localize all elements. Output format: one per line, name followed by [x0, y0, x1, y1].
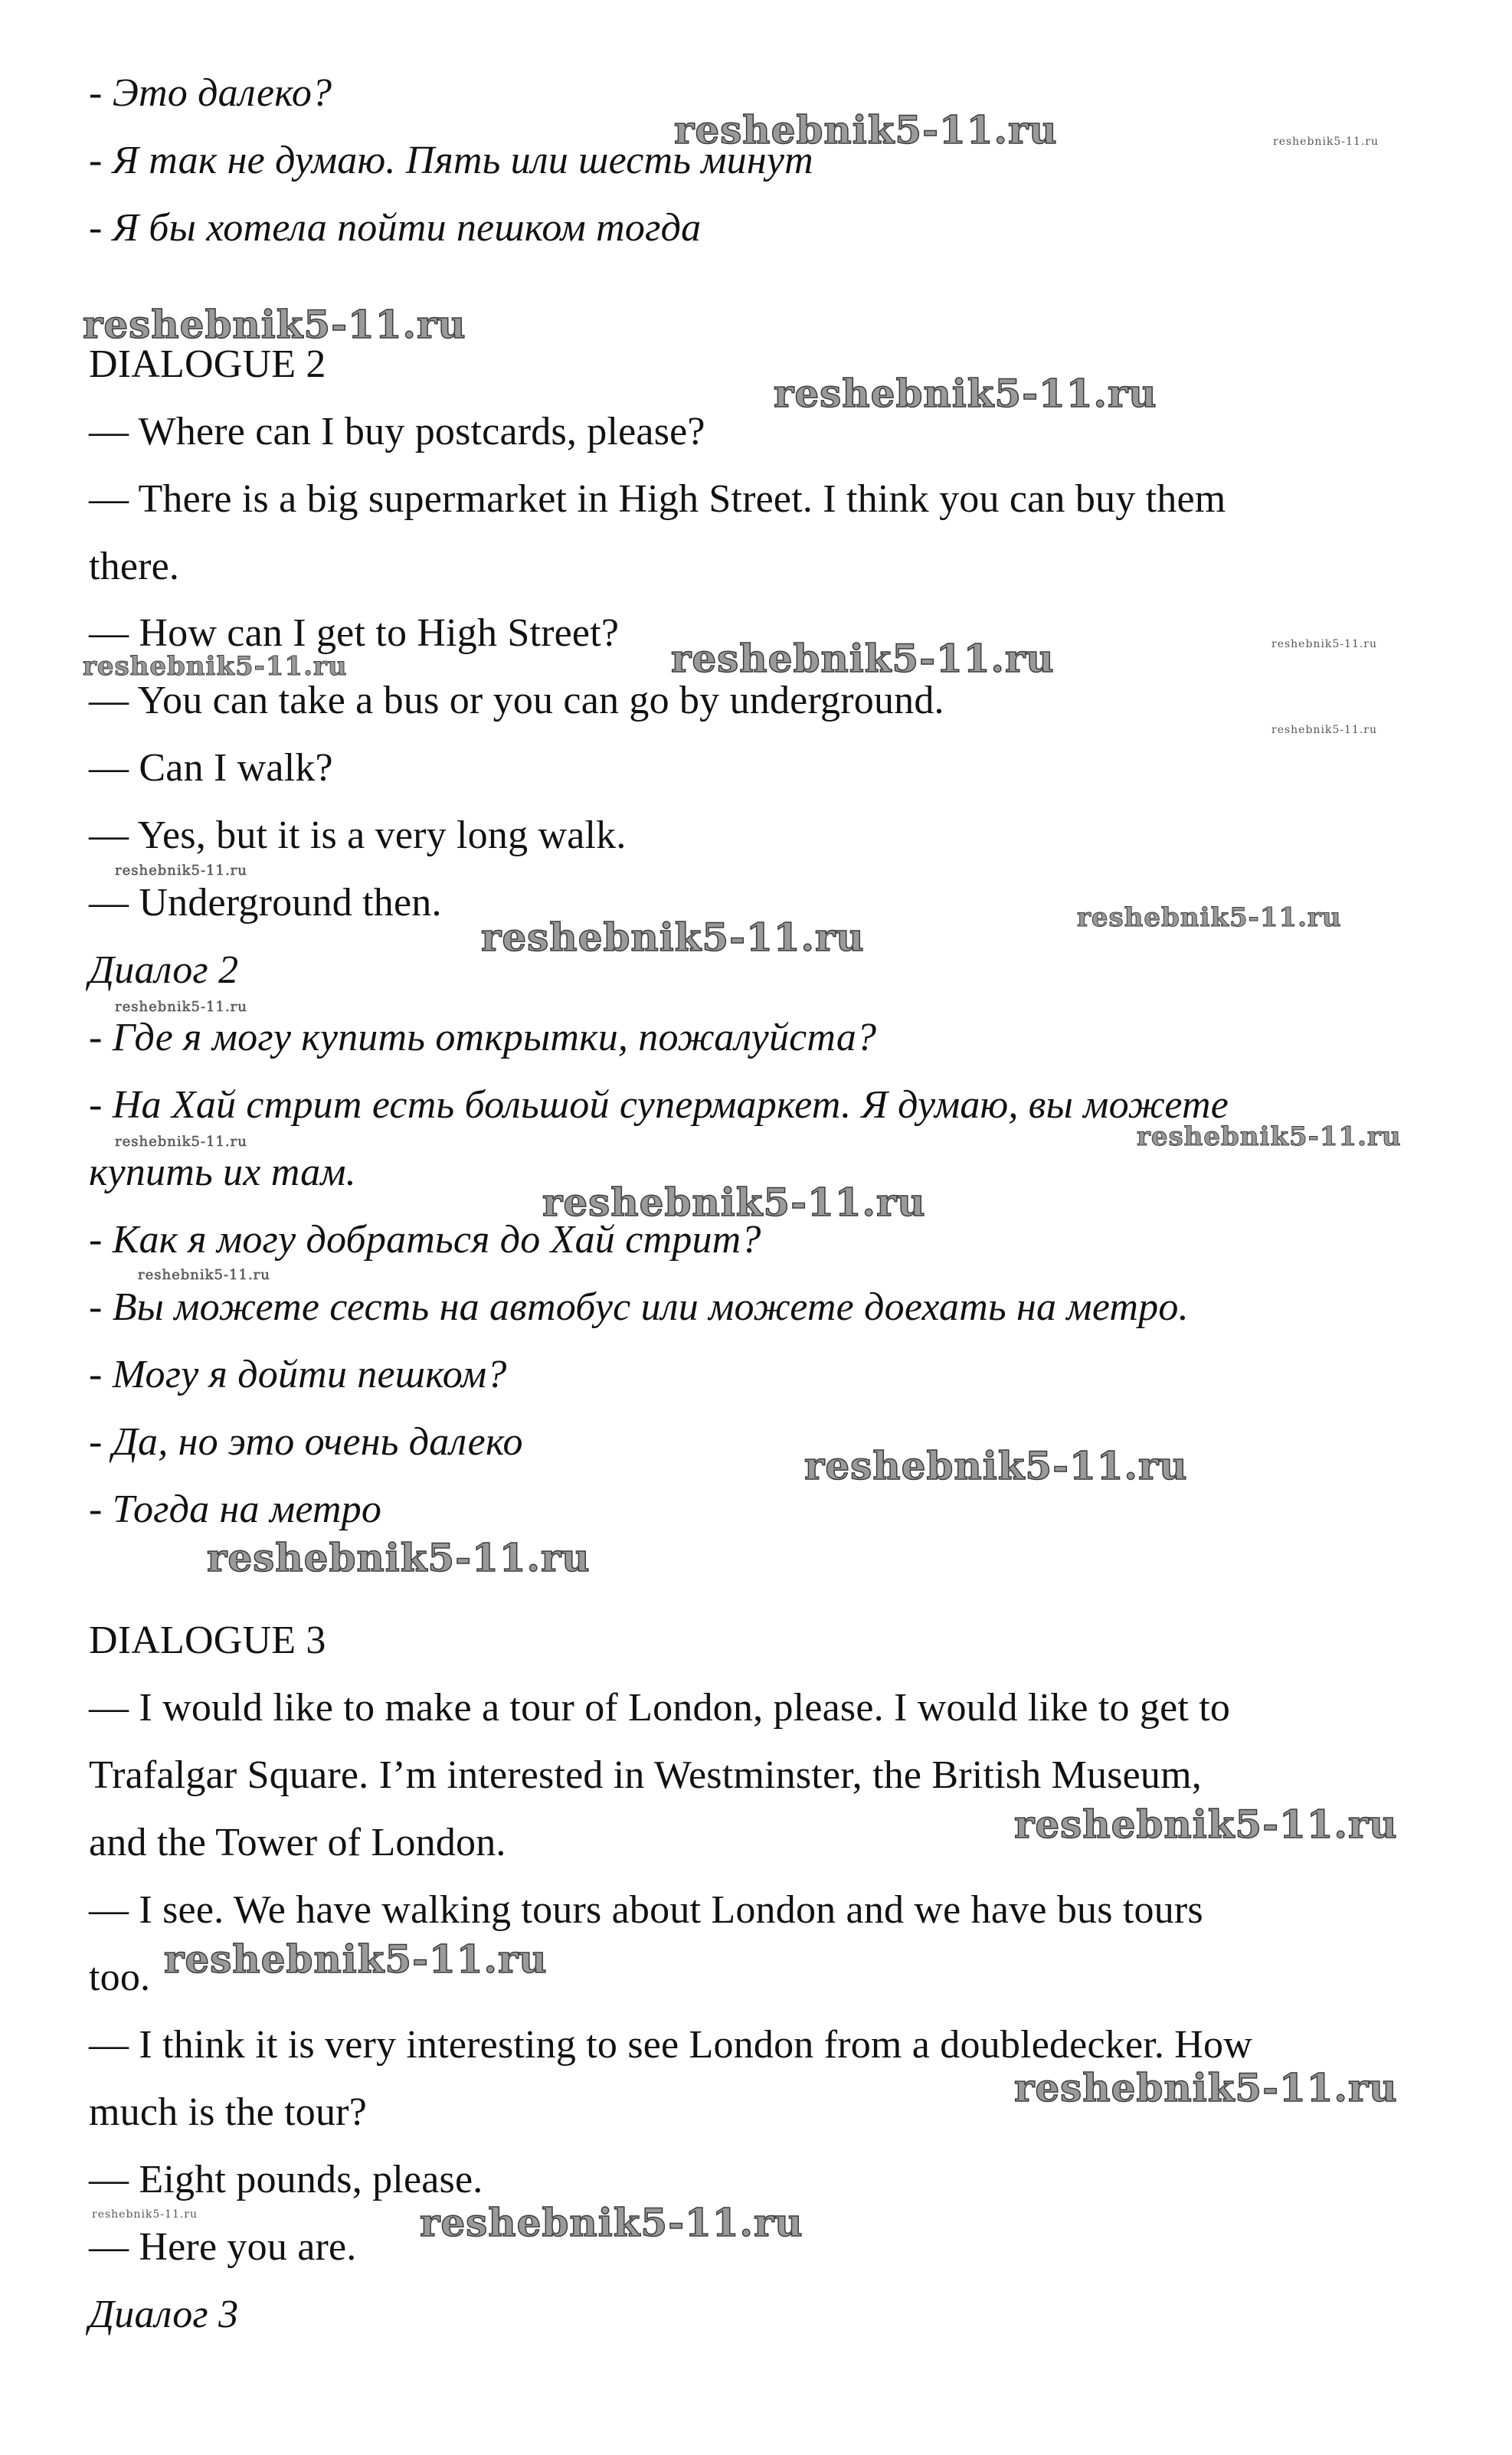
section-heading: DIALOGUE 2 [89, 342, 326, 386]
watermark: reshebnik5-11.ru [138, 1267, 270, 1283]
text-line: — Here you are. [89, 2225, 357, 2269]
text-line: - Да, но это очень далеко [89, 1420, 523, 1464]
text-line: - Как я могу добраться до Хай стрит? [89, 1218, 761, 1262]
text-line: and the Tower of London. [89, 1821, 506, 1864]
text-line: - На Хай стрит есть большой супермаркет. Я думаю, вы можете [89, 1083, 1229, 1127]
text-line: купить их там. [89, 1151, 356, 1194]
section-heading: Диалог 3 [89, 2293, 239, 2336]
text-line: - Это далеко? [89, 71, 332, 115]
watermark: reshebnik5-11.ru [115, 1134, 247, 1150]
text-line: — I think it is very interesting to see London from a doubledecker. How [89, 2023, 1252, 2067]
watermark: reshebnik5-11.ru [774, 371, 1157, 416]
watermark: reshebnik5-11.ru [674, 107, 1058, 152]
text-line: - Я бы хотела пойти пешком тогда [89, 206, 702, 250]
text-line: — Yes, but it is a very long walk. [89, 813, 627, 857]
watermark: reshebnik5-11.ru [1014, 1802, 1398, 1847]
watermark: reshebnik5-11.ru [420, 2200, 803, 2245]
text-line: — Can I walk? [89, 746, 333, 790]
watermark: reshebnik5-11.ru [1271, 724, 1378, 736]
watermark: reshebnik5-11.ru [115, 863, 247, 879]
watermark: reshebnik5-11.ru [1271, 638, 1378, 650]
watermark: reshebnik5-11.ru [83, 651, 348, 682]
watermark: reshebnik5-11.ru [115, 999, 247, 1015]
watermark: reshebnik5-11.ru [83, 302, 466, 347]
text-line: — There is a big supermarket in High Street. I think you can buy them [89, 477, 1226, 521]
text-line: — Eight pounds, please. [89, 2158, 483, 2201]
text-line: — Where can I buy postcards, please? [89, 410, 705, 453]
text-line: — How can I get to High Street? [89, 611, 620, 655]
text-line: - Вы можете сесть на автобус или можете доехать на метро. [89, 1285, 1189, 1329]
text-line: — I see. We have walking tours about London and we have bus tours [89, 1888, 1203, 1932]
watermark: reshebnik5-11.ru [542, 1180, 926, 1225]
section-heading: DIALOGUE 3 [89, 1619, 326, 1662]
text-line: - Я так не думаю. Пять или шесть минут [89, 139, 813, 182]
watermark: reshebnik5-11.ru [207, 1535, 591, 1580]
watermark: reshebnik5-11.ru [1014, 2065, 1398, 2110]
watermark: reshebnik5-11.ru [481, 915, 865, 960]
text-line: too. [89, 1956, 151, 1999]
text-line: — Underground then. [89, 881, 442, 925]
text-line: much is the tour? [89, 2090, 367, 2134]
text-line: - Тогда на метро [89, 1488, 382, 1531]
section-heading: Диалог 2 [89, 948, 239, 992]
text-line: - Могу я дойти пешком? [89, 1353, 507, 1396]
watermark: reshebnik5-11.ru [671, 636, 1055, 681]
text-line: - Где я могу купить открытки, пожалуйста? [89, 1016, 877, 1059]
text-line: — I would like to make a tour of London, please. I would like to get to [89, 1686, 1231, 1730]
text-line: — You can take a bus or you can go by underground. [89, 679, 944, 722]
watermark: reshebnik5-11.ru [1137, 1121, 1402, 1152]
watermark: reshebnik5-11.ru [92, 2208, 198, 2221]
watermark: reshebnik5-11.ru [804, 1443, 1188, 1488]
watermark: reshebnik5-11.ru [1273, 136, 1379, 148]
text-line: there. [89, 545, 180, 588]
watermark: reshebnik5-11.ru [1077, 902, 1342, 933]
text-line: Trafalgar Square. I’m interested in Westminster, the British Museum, [89, 1753, 1202, 1797]
watermark: reshebnik5-11.ru [164, 1936, 548, 1982]
